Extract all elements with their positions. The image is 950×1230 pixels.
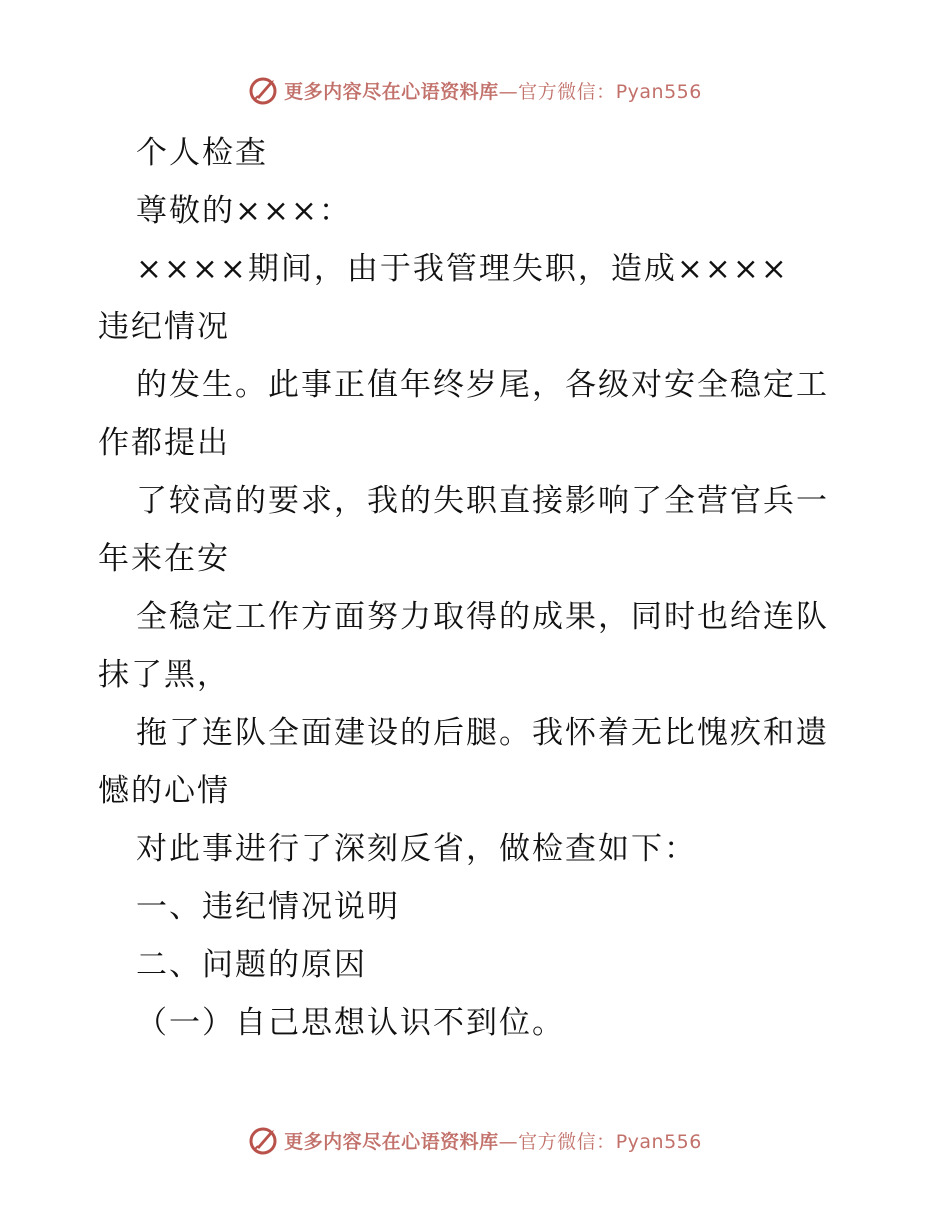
doc-line: 一、违纪情况说明: [136, 889, 400, 925]
banner-text: [284, 1127, 702, 1154]
banner-wechat-id: Pyan556: [615, 1130, 702, 1153]
doc-line: 作都提出: [98, 425, 230, 461]
doc-line: 尊敬的×××：: [136, 193, 352, 229]
doc-line: 全稳定工作方面努力取得的成果，同时也给连队: [136, 599, 829, 635]
quill-seal-icon: [248, 1124, 280, 1156]
banner-text: [284, 77, 702, 104]
document-body: [98, 124, 858, 1052]
banner-wechat-label: 官方微信：: [518, 1130, 616, 1153]
banner-wechat-id: Pyan556: [615, 80, 702, 103]
doc-line: 憾的心情: [98, 773, 230, 809]
doc-line: 的发生。此事正值年终岁尾，各级对安全稳定工: [136, 367, 829, 403]
doc-line: ××××期间，由于我管理失职，造成××××: [136, 251, 789, 287]
banner-dash: —: [498, 80, 519, 103]
quill-seal-icon: [248, 74, 280, 106]
footer-banner: [0, 1120, 950, 1160]
banner-site-text: 更多内容尽在心语资料库: [284, 80, 499, 103]
doc-line: 年来在安: [98, 541, 230, 577]
doc-line: 违纪情况: [98, 309, 230, 345]
header-banner: [0, 70, 950, 110]
banner-site-text: 更多内容尽在心语资料库: [284, 1130, 499, 1153]
doc-line: 了较高的要求，我的失职直接影响了全营官兵一: [136, 483, 829, 519]
doc-line: （一）自己思想认识不到位。: [136, 1005, 565, 1041]
doc-line: 抹了黑，: [98, 657, 230, 693]
doc-line: 个人检查: [136, 135, 268, 171]
doc-line: 拖了连队全面建设的后腿。我怀着无比愧疚和遗: [136, 715, 829, 751]
doc-line: 二、问题的原因: [136, 947, 367, 983]
banner-dash: —: [498, 1130, 519, 1153]
banner-wechat-label: 官方微信：: [518, 80, 616, 103]
doc-line: 对此事进行了深刻反省，做检查如下：: [136, 831, 697, 867]
